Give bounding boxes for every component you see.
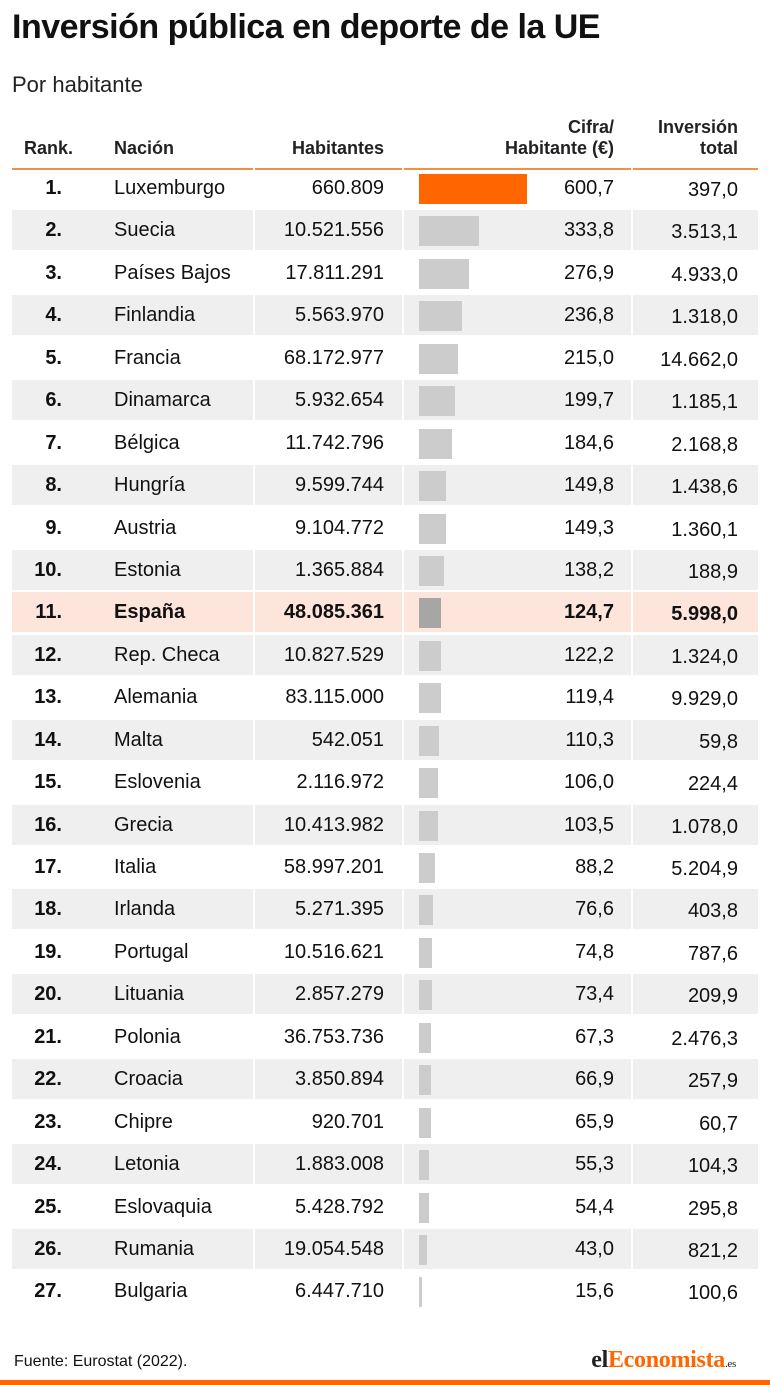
table-row [12,974,758,1014]
per-capita-bar [419,1235,427,1265]
total-investment-cell: 1.438,6 [671,476,738,499]
per-capita-bar [419,1108,431,1138]
column-divider [253,762,255,802]
logo-part-e: Economista [607,1347,725,1373]
header-inversion [658,117,738,159]
total-investment-cell: 403,8 [687,900,738,923]
per-capita-cell: 149,3 [563,516,614,539]
population-cell: 2.116.972 [296,771,384,794]
column-divider [253,210,255,250]
total-investment-cell: 104,3 [687,1155,738,1178]
rank-cell: 2. [45,219,62,242]
country-cell: Croacia [114,1068,183,1091]
total-investment-cell: 5.998,0 [671,603,738,626]
country-cell: Grecia [114,813,173,836]
column-divider [631,762,633,802]
per-capita-cell: 199,7 [563,389,614,412]
column-divider [253,338,255,378]
per-capita-cell: 103,5 [563,813,614,836]
header-habitantes: Habitantes [291,138,384,158]
column-divider [402,635,404,675]
population-cell: 660.809 [311,177,384,199]
column-divider [631,805,633,845]
column-divider [253,889,255,929]
total-investment-cell: 397,0 [687,179,738,201]
per-capita-cell: 215,0 [563,346,614,369]
column-divider [402,1102,404,1142]
column-divider [253,1144,255,1184]
per-capita-bar [419,259,469,289]
table-row [12,889,758,929]
country-cell: Países Bajos [114,261,231,284]
population-cell: 9.599.744 [295,474,384,497]
rank-cell: 21. [34,1025,62,1048]
column-divider [631,720,633,760]
per-capita-bar [419,1193,429,1223]
table-row [12,1017,758,1057]
chart-subtitle: Por habitante [12,72,143,97]
column-divider [253,465,255,505]
population-cell: 10.827.529 [283,643,384,666]
country-cell: Eslovaquia [114,1195,212,1218]
country-cell: Chipre [114,1110,173,1133]
column-divider [631,974,633,1014]
column-divider [402,932,404,972]
column-divider [631,592,633,632]
header-nacion: Nación [114,138,175,158]
table-row [12,380,758,420]
per-capita-cell: 184,6 [563,431,614,454]
column-divider [402,1144,404,1184]
rank-cell: 23. [34,1110,62,1133]
brand-logo [591,1347,736,1374]
column-divider [631,1187,633,1227]
rank-cell: 7. [45,431,62,454]
per-capita-bar [419,641,441,671]
per-capita-bar [419,895,433,925]
per-capita-bar [419,471,446,501]
column-divider [631,465,633,505]
per-capita-bar [419,726,439,756]
column-divider [402,253,404,293]
per-capita-bar [419,386,455,416]
column-divider [253,592,255,632]
per-capita-cell: 67,3 [575,1025,614,1048]
per-capita-bar [419,1150,429,1180]
header-inversion-line2: total [700,138,738,158]
table-row [12,1187,758,1227]
population-cell: 2.857.279 [295,983,384,1006]
country-cell: Hungría [114,474,186,497]
column-divider [631,932,633,972]
column-divider [402,295,404,335]
country-cell: Bulgaria [114,1280,188,1303]
country-cell: Malta [114,728,163,751]
column-divider [253,508,255,548]
column-divider [402,1229,404,1269]
total-investment-cell: 1.078,0 [671,815,738,838]
per-capita-bar [419,216,479,246]
column-divider [253,1271,255,1311]
table-row [12,550,758,590]
total-investment-cell: 257,9 [687,1070,738,1093]
per-capita-cell: 276,9 [563,261,614,284]
source-note: Fuente: Eurostat (2022). [14,1353,188,1370]
rank-cell: 4. [45,304,62,327]
population-cell: 6.447.710 [295,1280,384,1303]
population-cell: 10.413.982 [283,813,384,836]
per-capita-bar [419,1065,431,1095]
column-divider [253,1059,255,1099]
per-capita-bar [419,1023,431,1053]
population-cell: 83.115.000 [285,686,384,709]
column-divider [631,847,633,887]
total-investment-cell: 4.933,0 [671,263,738,286]
per-capita-cell: 333,8 [563,219,614,242]
column-divider [631,550,633,590]
country-cell: Austria [114,516,177,539]
rank-cell: 5. [45,346,62,369]
table-row [12,1102,758,1142]
country-cell: Portugal [114,940,189,963]
population-cell: 1.883.008 [295,1153,384,1176]
header-cifra [505,117,614,159]
column-divider [631,168,633,208]
population-cell: 10.521.556 [283,219,384,242]
population-cell: 11.742.796 [285,431,384,454]
column-divider [631,1102,633,1142]
table-row [12,932,758,972]
column-divider [402,889,404,929]
column-divider [402,1017,404,1057]
column-divider [253,295,255,335]
rank-cell: 18. [34,898,62,921]
logo-part-el: el [591,1347,608,1373]
per-capita-cell: 74,8 [575,940,614,963]
column-divider [253,974,255,1014]
per-capita-cell: 149,8 [563,474,614,497]
column-divider [631,677,633,717]
per-capita-cell: 43,0 [575,1237,614,1260]
column-divider [402,720,404,760]
rank-cell: 11. [35,601,62,624]
total-investment-cell: 1.360,1 [671,518,738,541]
population-cell: 3.850.894 [295,1068,384,1091]
rank-cell: 24. [34,1153,62,1176]
table-row [12,508,758,548]
per-capita-cell: 122,2 [563,643,614,666]
per-capita-bar [419,853,435,883]
column-divider [402,762,404,802]
country-cell: Finlandia [114,304,196,327]
table-row [12,1144,758,1184]
country-cell: Dinamarca [114,389,211,412]
country-cell: Polonia [114,1025,181,1048]
total-investment-cell: 209,9 [687,985,738,1008]
population-cell: 58.997.201 [283,856,384,878]
per-capita-bar [419,344,458,374]
per-capita-bar [419,768,438,798]
column-divider [253,932,255,972]
per-capita-cell: 73,4 [575,983,614,1006]
population-cell: 17.811.291 [285,261,384,284]
per-capita-cell: 55,3 [575,1153,614,1176]
country-cell: Estonia [114,558,181,581]
table-row [12,592,758,632]
column-divider [253,253,255,293]
per-capita-bar [419,174,527,204]
rank-cell: 3. [45,261,62,284]
per-capita-cell: 124,7 [563,601,614,624]
column-divider [402,168,404,208]
population-cell: 5.271.395 [295,898,384,921]
rank-cell: 1. [45,177,62,199]
per-capita-bar [419,1277,422,1307]
bottom-accent-line [0,1380,770,1385]
table-body [12,168,758,1314]
column-divider [253,550,255,590]
chart-title: Inversión pública en deporte de la UE [12,8,600,46]
rank-cell: 16. [34,813,62,836]
column-divider [253,1229,255,1269]
column-divider [253,635,255,675]
rank-cell: 6. [45,389,62,412]
per-capita-cell: 66,9 [575,1068,614,1091]
logo-part-es: .es [724,1358,736,1370]
table-row [12,720,758,760]
table-row [12,168,758,208]
rank-cell: 22. [34,1068,62,1091]
per-capita-cell: 138,2 [563,558,614,581]
population-cell: 5.932.654 [295,389,384,412]
population-cell: 1.365.884 [295,558,384,581]
per-capita-cell: 236,8 [563,304,614,327]
rank-cell: 15. [34,771,62,794]
table-header [12,108,758,170]
country-cell: Suecia [114,219,176,242]
table-row [12,210,758,250]
total-investment-cell: 224,4 [687,773,738,796]
column-divider [253,677,255,717]
table-row [12,847,758,887]
column-divider [631,889,633,929]
total-investment-cell: 1.324,0 [671,645,738,668]
column-divider [253,847,255,887]
table-row [12,423,758,463]
column-divider [253,1017,255,1057]
header-rank: Rank. [24,138,74,158]
country-cell: Rumania [114,1237,195,1260]
column-divider [631,1271,633,1311]
column-divider [402,1187,404,1227]
table-row [12,805,758,845]
per-capita-bar [419,514,446,544]
population-cell: 920.701 [311,1110,384,1133]
per-capita-bar [419,938,432,968]
column-divider [631,1229,633,1269]
column-divider [631,380,633,420]
country-cell: Italia [114,856,157,878]
country-cell: Bélgica [114,431,180,454]
per-capita-bar [419,683,441,713]
population-cell: 9.104.772 [295,516,384,539]
column-divider [402,677,404,717]
per-capita-cell: 88,2 [575,856,614,878]
total-investment-cell: 100,6 [687,1282,738,1305]
column-divider [402,338,404,378]
column-divider [402,805,404,845]
table-row [12,1271,758,1311]
column-divider [631,423,633,463]
per-capita-cell: 65,9 [575,1110,614,1133]
table-row [12,295,758,335]
per-capita-bar [419,811,438,841]
per-capita-bar [419,980,432,1010]
rank-cell: 9. [45,516,62,539]
per-capita-cell: 119,4 [565,686,614,709]
per-capita-cell: 600,7 [563,177,614,199]
total-investment-cell: 59,8 [699,730,738,753]
table-row [12,635,758,675]
population-cell: 68.172.977 [283,346,384,369]
column-divider [253,720,255,760]
country-cell: Irlanda [114,898,176,921]
header-inversion-line1: Inversión [657,117,738,137]
population-cell: 10.516.621 [283,940,384,963]
rank-cell: 19. [34,940,62,963]
column-divider [631,635,633,675]
population-cell: 5.563.970 [295,304,384,327]
country-cell: España [114,601,186,624]
column-divider [402,380,404,420]
population-cell: 19.054.548 [283,1237,384,1260]
table-row [12,1229,758,1269]
total-investment-cell: 60,7 [699,1112,738,1135]
column-divider [253,1187,255,1227]
total-investment-cell: 1.318,0 [671,306,738,329]
column-divider [402,210,404,250]
rank-cell: 17. [34,856,62,878]
column-divider [402,1059,404,1099]
column-divider [631,508,633,548]
rank-cell: 14. [34,728,62,751]
column-divider [402,550,404,590]
column-divider [631,1017,633,1057]
column-divider [402,592,404,632]
per-capita-cell: 76,6 [575,898,614,921]
per-capita-bar [419,556,444,586]
per-capita-bar [419,598,441,628]
total-investment-cell: 3.513,1 [671,221,738,244]
column-divider [402,974,404,1014]
total-investment-cell: 2.168,8 [671,433,738,456]
rank-cell: 20. [34,983,62,1006]
table-row [12,338,758,378]
column-divider [253,168,255,208]
header-cifra-line1: Cifra/ [567,117,614,137]
per-capita-cell: 54,4 [575,1195,614,1218]
column-divider [631,1144,633,1184]
column-divider [253,380,255,420]
per-capita-cell: 106,0 [563,771,614,794]
column-divider [402,465,404,505]
rank-cell: 13. [34,686,62,709]
country-cell: Rep. Checa [114,643,220,666]
column-divider [253,423,255,463]
rank-cell: 10. [34,558,62,581]
column-divider [402,423,404,463]
column-divider [253,805,255,845]
per-capita-cell: 110,3 [565,728,614,751]
total-investment-cell: 2.476,3 [671,1027,738,1050]
per-capita-bar [419,301,462,331]
total-investment-cell: 821,2 [687,1239,738,1262]
total-investment-cell: 188,9 [687,560,738,583]
rank-cell: 26. [34,1237,62,1260]
country-cell: Francia [114,346,181,369]
column-divider [253,1102,255,1142]
rank-cell: 12. [34,643,62,666]
country-cell: Eslovenia [114,771,201,794]
population-cell: 48.085.361 [283,601,384,624]
per-capita-cell: 15,6 [575,1280,614,1303]
country-cell: Letonia [114,1153,180,1176]
total-investment-cell: 787,6 [687,942,738,965]
column-divider [631,210,633,250]
column-divider [402,1271,404,1311]
table-row [12,465,758,505]
header-cifra-line2: Habitante (€) [504,138,614,158]
total-investment-cell: 5.204,9 [671,858,738,880]
column-divider [631,295,633,335]
per-capita-bar [419,429,452,459]
population-cell: 542.051 [311,728,384,751]
population-cell: 5.428.792 [295,1195,384,1218]
column-divider [631,338,633,378]
rank-cell: 8. [45,474,62,497]
total-investment-cell: 295,8 [687,1197,738,1220]
rank-cell: 25. [34,1195,62,1218]
total-investment-cell: 9.929,0 [671,688,738,711]
total-investment-cell: 1.185,1 [671,391,738,414]
rank-cell: 27. [34,1280,62,1303]
table-row [12,677,758,717]
column-divider [631,1059,633,1099]
table-row [12,1059,758,1099]
country-cell: Alemania [114,686,198,709]
table-row [12,253,758,293]
country-cell: Lituania [114,983,185,1006]
column-divider [631,253,633,293]
country-cell: Luxemburgo [114,177,226,199]
column-divider [402,508,404,548]
population-cell: 36.753.736 [283,1025,384,1048]
total-investment-cell: 14.662,0 [660,348,738,371]
column-divider [402,847,404,887]
table-row [12,762,758,802]
